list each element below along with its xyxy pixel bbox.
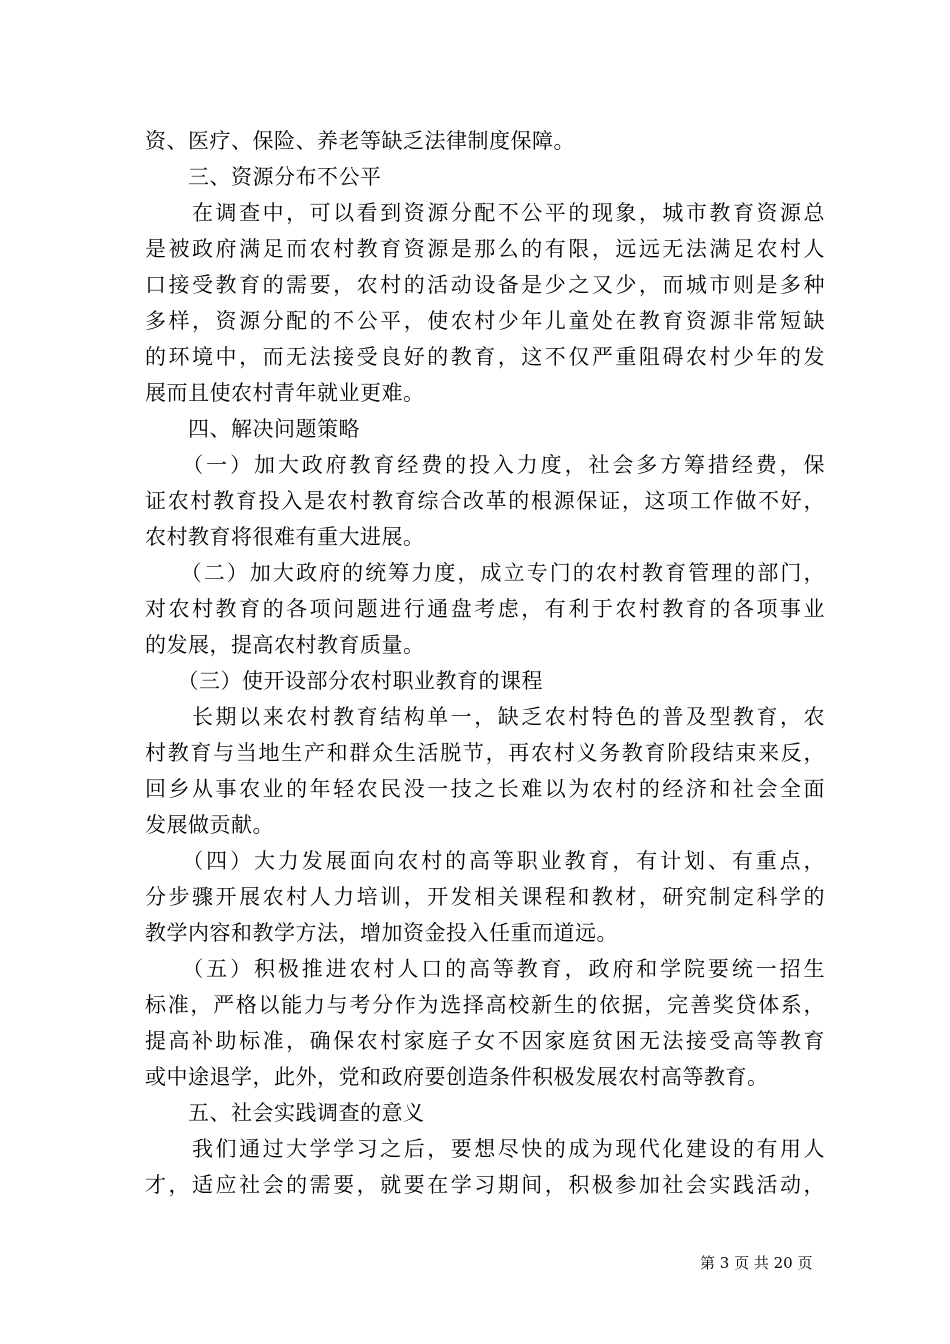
text-line: 农村教育将很难有重大进展。 xyxy=(145,525,425,549)
text-line: 在调查中，可以看到资源分配不公平的现象，城市教育资源总 xyxy=(145,201,825,225)
text-line: 多样，资源分配的不公平，使农村少年儿童处在教育资源非常短缺 xyxy=(145,309,825,333)
text-line: 发展做贡献。 xyxy=(145,813,274,837)
text-line: （四）大力发展面向农村的高等职业教育，有计划、有重点， xyxy=(145,849,825,873)
text-line: （二）加大政府的统筹力度，成立专门的农村教育管理的部门， xyxy=(145,561,825,585)
text-line: 资、医疗、保险、养老等缺乏法律制度保障。 xyxy=(145,129,575,153)
text-line: 长期以来农村教育结构单一，缺乏农村特色的普及型教育，农 xyxy=(145,705,825,729)
text-line: 提高补助标准，确保农村家庭子女不因家庭贫困无法接受高等教育 xyxy=(145,1029,825,1053)
text-line: 对农村教育的各项问题进行通盘考虑，有利于农村教育的各项事业 xyxy=(145,597,825,621)
text-line: （一）加大政府教育经费的投入力度，社会多方筹措经费，保 xyxy=(145,453,825,477)
text-line: （五）积极推进农村人口的高等教育，政府和学院要统一招生 xyxy=(145,957,825,981)
text-line: 村教育与当地生产和群众生活脱节，再农村义务教育阶段结束来反， xyxy=(145,741,825,765)
text-line: 教学内容和教学方法，增加资金投入任重而道远。 xyxy=(145,921,618,945)
text-line: 的发展，提高农村教育质量。 xyxy=(145,633,425,657)
text-line: 标准，严格以能力与考分作为选择高校新生的依据，完善奖贷体系， xyxy=(145,993,825,1017)
text-line: 证农村教育投入是农村教育综合改革的根源保证，这项工作做不好， xyxy=(145,489,825,513)
text-line: 是被政府满足而农村教育资源是那么的有限，远远无法满足农村人 xyxy=(145,237,825,261)
text-line: 的环境中，而无法接受良好的教育，这不仅严重阻碍农村少年的发 xyxy=(145,345,825,369)
text-line: 或中途退学，此外，党和政府要创造条件积极发展农村高等教育。 xyxy=(145,1065,769,1089)
text-line: 口接受教育的需要，农村的活动设备是少之又少，而城市则是多种 xyxy=(145,273,825,297)
text-line: 才，适应社会的需要，就要在学习期间，积极参加社会实践活动， xyxy=(145,1173,825,1197)
subsection-heading: （三）使开设部分农村职业教育的课程 xyxy=(145,669,543,693)
text-line: 回乡从事农业的年轻农民没一技之长难以为农村的经济和社会全面 xyxy=(145,777,825,801)
section-heading: 三、资源分布不公平 xyxy=(145,165,382,189)
text-line: 展而且使农村青年就业更难。 xyxy=(145,381,425,405)
section-heading: 四、解决问题策略 xyxy=(145,417,360,441)
text-line: 分步骤开展农村人力培训，开发相关课程和教材，研究制定科学的 xyxy=(145,885,825,909)
page-number: 第 3 页 共 20 页 xyxy=(700,1254,813,1272)
section-heading: 五、社会实践调查的意义 xyxy=(145,1101,425,1125)
text-line: 我们通过大学学习之后，要想尽快的成为现代化建设的有用人 xyxy=(145,1137,825,1161)
